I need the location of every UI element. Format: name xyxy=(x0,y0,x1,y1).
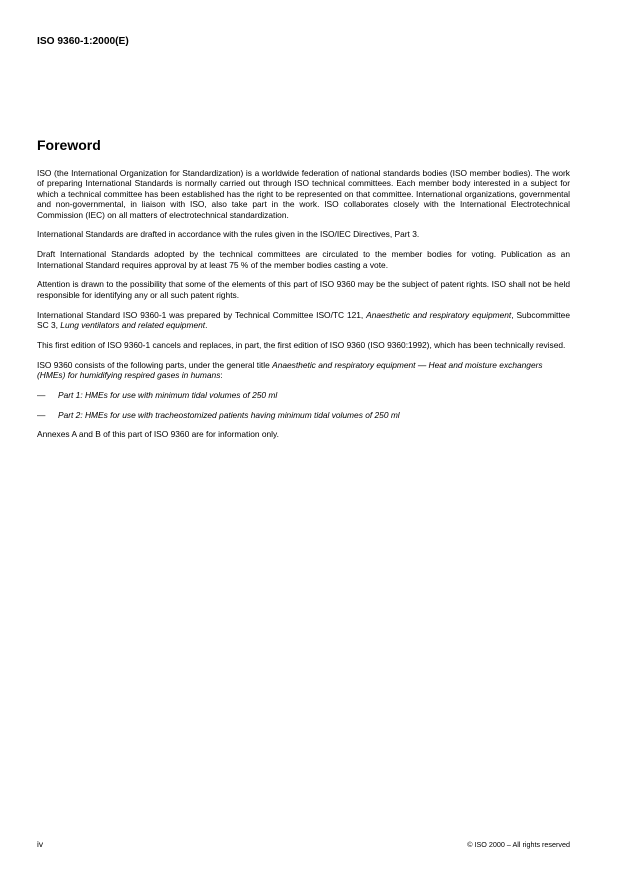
committee-text-e: . xyxy=(205,320,208,331)
paragraph-committee xyxy=(37,310,570,331)
parts-intro-text-c: : xyxy=(220,370,223,381)
section-title: Foreword xyxy=(37,137,101,153)
dash-bullet: — xyxy=(37,389,46,400)
page-number: iv xyxy=(37,839,44,849)
paragraph-directives: International Standards are drafted in accordance with the rules given in the ISO/IEC Directives, Part 3. xyxy=(37,229,420,240)
dash-bullet: — xyxy=(37,409,46,420)
part-2-title: Part 2: HMEs for use with tracheostomized patients having minimum tidal volumes of 250 ml xyxy=(58,409,400,420)
committee-name: Anaesthetic and respiratory equipment xyxy=(366,309,512,320)
committee-text-c: , Subcommittee SC 3, xyxy=(37,309,571,331)
paragraph-annexes: Annexes A and B of this part of ISO 9360 are for information only. xyxy=(37,429,279,440)
paragraph-edition: This first edition of ISO 9360-1 cancels and replaces, in part, the first edition of ISO 9360 (ISO 9360:1992), which has been technically revised. xyxy=(37,339,566,350)
committee-text-a: International Standard ISO 9360-1 was prepared by Technical Committee ISO/TC 121, xyxy=(37,309,367,320)
part-1-title: Part 1: HMEs for use with minimum tidal volumes of 250 ml xyxy=(58,389,278,400)
paragraph-draft-standards: Draft International Standards adopted by the technical committees are circulated to the member bodies for voting. Publication as an International Standard requires approval by at least 75 % of the member bodies casting a vote. xyxy=(37,249,570,270)
subcommittee-name: Lung ventilators and related equipment xyxy=(60,320,206,331)
foreword-body xyxy=(37,168,570,449)
paragraph-patent-rights: Attention is drawn to the possibility that some of the elements of this part of ISO 9360 may be the subject of patent rights. ISO shall not be held responsible for identifying any or all such patent rights. xyxy=(37,279,570,300)
paragraph-iso-intro: ISO (the International Organization for Standardization) is a worldwide federation of national standards bodies (ISO member bodies). The work of preparing International Standards is normally carried out through ISO technical committees. Each member body interested in a subject for which a technical committee has been established has the right to be represented on that committee. International organizations, governmental and non-governmental, in liaison with ISO, also take part in the work. ISO collaborates closely with the International Electrotechnical Commission (IEC) on all matters of electrotechnical standardization. xyxy=(37,168,570,220)
part-list-item-2 xyxy=(37,410,570,420)
paragraph-parts-intro xyxy=(37,360,570,381)
copyright-notice: © ISO 2000 – All rights reserved xyxy=(467,840,570,849)
general-title: Anaesthetic and respiratory equipment — Heat and moisture exchangers (HMEs) for humidifying respired gases in humans xyxy=(37,359,543,381)
part-list-item-1 xyxy=(37,390,570,400)
parts-intro-text-a: ISO 9360 consists of the following parts, under the general title xyxy=(37,359,273,370)
document-id-header: ISO 9360-1:2000(E) xyxy=(37,36,129,47)
